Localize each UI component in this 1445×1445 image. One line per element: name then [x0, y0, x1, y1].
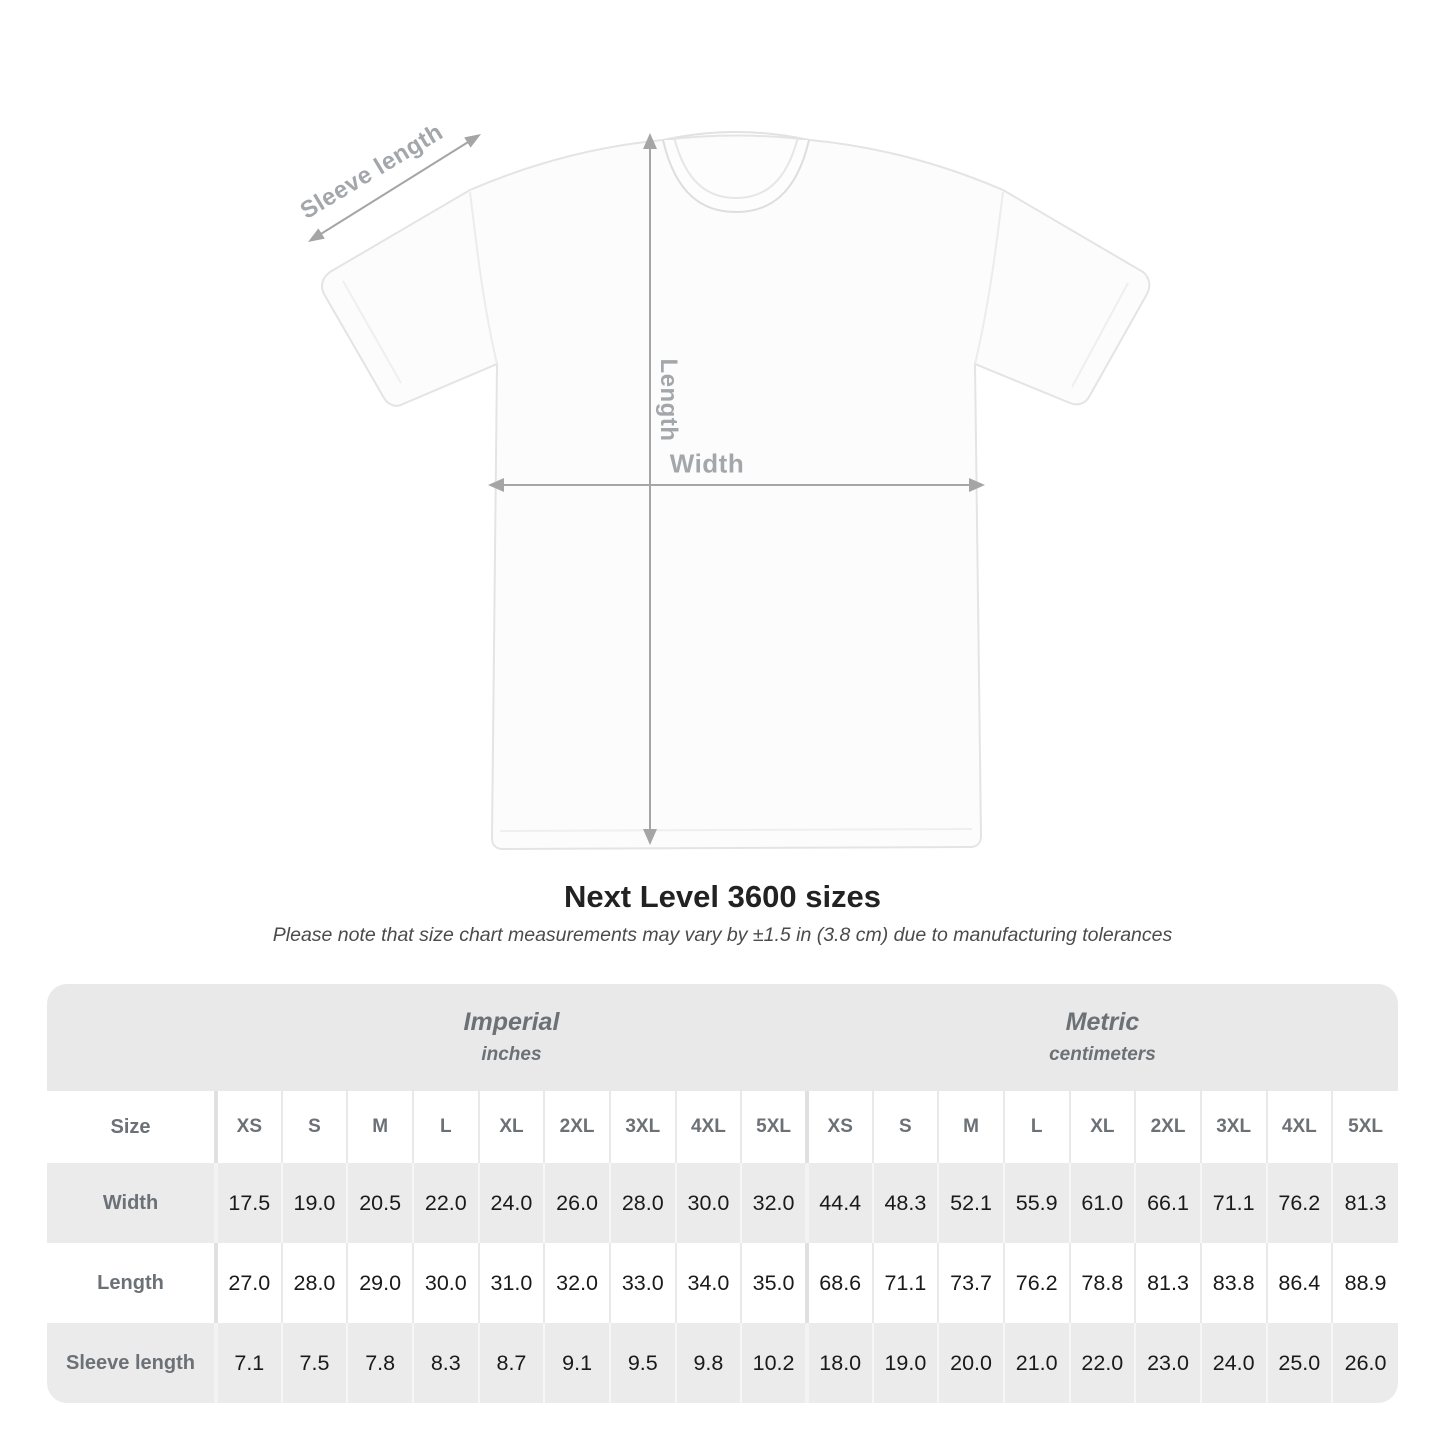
size-header: 3XL: [1201, 1091, 1267, 1163]
table-cell: 19.0: [873, 1323, 939, 1403]
metric-unit: centimeters: [1049, 1043, 1156, 1065]
corner-cell: [47, 984, 216, 1091]
table-row-sleeve-length: [47, 1323, 1398, 1403]
row-label: Sleeve length: [47, 1323, 216, 1403]
size-column-header: Size: [47, 1091, 216, 1163]
metric-group-header: [807, 984, 1398, 1091]
size-header: XL: [1070, 1091, 1136, 1163]
table-cell: 17.5: [216, 1163, 282, 1243]
imperial-unit: inches: [481, 1043, 542, 1065]
table-cell: 20.5: [347, 1163, 413, 1243]
sleeve-length-label: Sleeve length: [295, 118, 448, 225]
unit-group-row: [47, 984, 1398, 1091]
table-cell: 21.0: [1004, 1323, 1070, 1403]
table-cell: 76.2: [1004, 1243, 1070, 1323]
table-cell: 81.3: [1332, 1163, 1398, 1243]
table-cell: 71.1: [873, 1243, 939, 1323]
size-header: 4XL: [676, 1091, 742, 1163]
table-cell: 68.6: [807, 1243, 873, 1323]
table-cell: 55.9: [1004, 1163, 1070, 1243]
table-cell: 28.0: [610, 1163, 676, 1243]
size-header: XS: [216, 1091, 282, 1163]
table-cell: 26.0: [544, 1163, 610, 1243]
metric-title: Metric: [1065, 1008, 1140, 1037]
table-cell: 25.0: [1267, 1323, 1333, 1403]
table-row-length: [47, 1243, 1398, 1323]
table-cell: 22.0: [413, 1163, 479, 1243]
length-label: Length: [655, 358, 682, 442]
table-cell: 35.0: [741, 1243, 807, 1323]
tshirt-image: [322, 132, 1149, 849]
size-header: XL: [479, 1091, 545, 1163]
table-cell: 30.0: [676, 1163, 742, 1243]
size-header: 5XL: [741, 1091, 807, 1163]
size-header: S: [873, 1091, 939, 1163]
table-cell: 78.8: [1070, 1243, 1136, 1323]
imperial-title: Imperial: [463, 1008, 560, 1037]
size-header: S: [282, 1091, 348, 1163]
size-header: 2XL: [544, 1091, 610, 1163]
size-header: 4XL: [1267, 1091, 1333, 1163]
table-cell: 29.0: [347, 1243, 413, 1323]
table-row-width: [47, 1163, 1398, 1243]
table-cell: 52.1: [938, 1163, 1004, 1243]
table-cell: 28.0: [282, 1243, 348, 1323]
imperial-group-header: [216, 984, 807, 1091]
table-cell: 8.3: [413, 1323, 479, 1403]
table-cell: 33.0: [610, 1243, 676, 1323]
table-cell: 30.0: [413, 1243, 479, 1323]
table-cell: 32.0: [741, 1163, 807, 1243]
table-cell: 18.0: [807, 1323, 873, 1403]
table-cell: 71.1: [1201, 1163, 1267, 1243]
row-label: Length: [47, 1243, 216, 1323]
table-cell: 24.0: [1201, 1323, 1267, 1403]
page-title: Next Level 3600 sizes: [563, 879, 882, 914]
size-table: [47, 984, 1398, 1403]
table-cell: 9.1: [544, 1323, 610, 1403]
size-header: M: [347, 1091, 413, 1163]
table-cell: 88.9: [1332, 1243, 1398, 1323]
table-cell: 7.1: [216, 1323, 282, 1403]
table-cell: 34.0: [676, 1243, 742, 1323]
size-header: XS: [807, 1091, 873, 1163]
size-header: 3XL: [610, 1091, 676, 1163]
size-header: M: [938, 1091, 1004, 1163]
table-cell: 27.0: [216, 1243, 282, 1323]
table-cell: 48.3: [873, 1163, 939, 1243]
table-cell: 83.8: [1201, 1243, 1267, 1323]
row-label: Width: [47, 1163, 216, 1243]
table-cell: 22.0: [1070, 1323, 1136, 1403]
table-cell: 7.8: [347, 1323, 413, 1403]
table-cell: 8.7: [479, 1323, 545, 1403]
table-cell: 20.0: [938, 1323, 1004, 1403]
table-cell: 24.0: [479, 1163, 545, 1243]
size-header: L: [413, 1091, 479, 1163]
table-cell: 19.0: [282, 1163, 348, 1243]
table-cell: 61.0: [1070, 1163, 1136, 1243]
table-cell: 32.0: [544, 1243, 610, 1323]
table-cell: 76.2: [1267, 1163, 1333, 1243]
size-header: L: [1004, 1091, 1070, 1163]
table-cell: 44.4: [807, 1163, 873, 1243]
size-table-container: [47, 984, 1398, 1403]
tolerance-note: Please note that size chart measurements may vary by ±1.5 in (3.8 cm) due to manufacturing tolerances: [272, 924, 1173, 946]
table-cell: 9.5: [610, 1323, 676, 1403]
size-header: 2XL: [1135, 1091, 1201, 1163]
table-cell: 7.5: [282, 1323, 348, 1403]
size-header-row: [47, 1091, 1398, 1163]
table-cell: 73.7: [938, 1243, 1004, 1323]
table-cell: 10.2: [741, 1323, 807, 1403]
table-cell: 86.4: [1267, 1243, 1333, 1323]
table-cell: 26.0: [1332, 1323, 1398, 1403]
table-cell: 9.8: [676, 1323, 742, 1403]
table-cell: 23.0: [1135, 1323, 1201, 1403]
table-cell: 31.0: [479, 1243, 545, 1323]
table-cell: 66.1: [1135, 1163, 1201, 1243]
size-header: 5XL: [1332, 1091, 1398, 1163]
width-label: Width: [669, 448, 745, 479]
table-cell: 81.3: [1135, 1243, 1201, 1323]
